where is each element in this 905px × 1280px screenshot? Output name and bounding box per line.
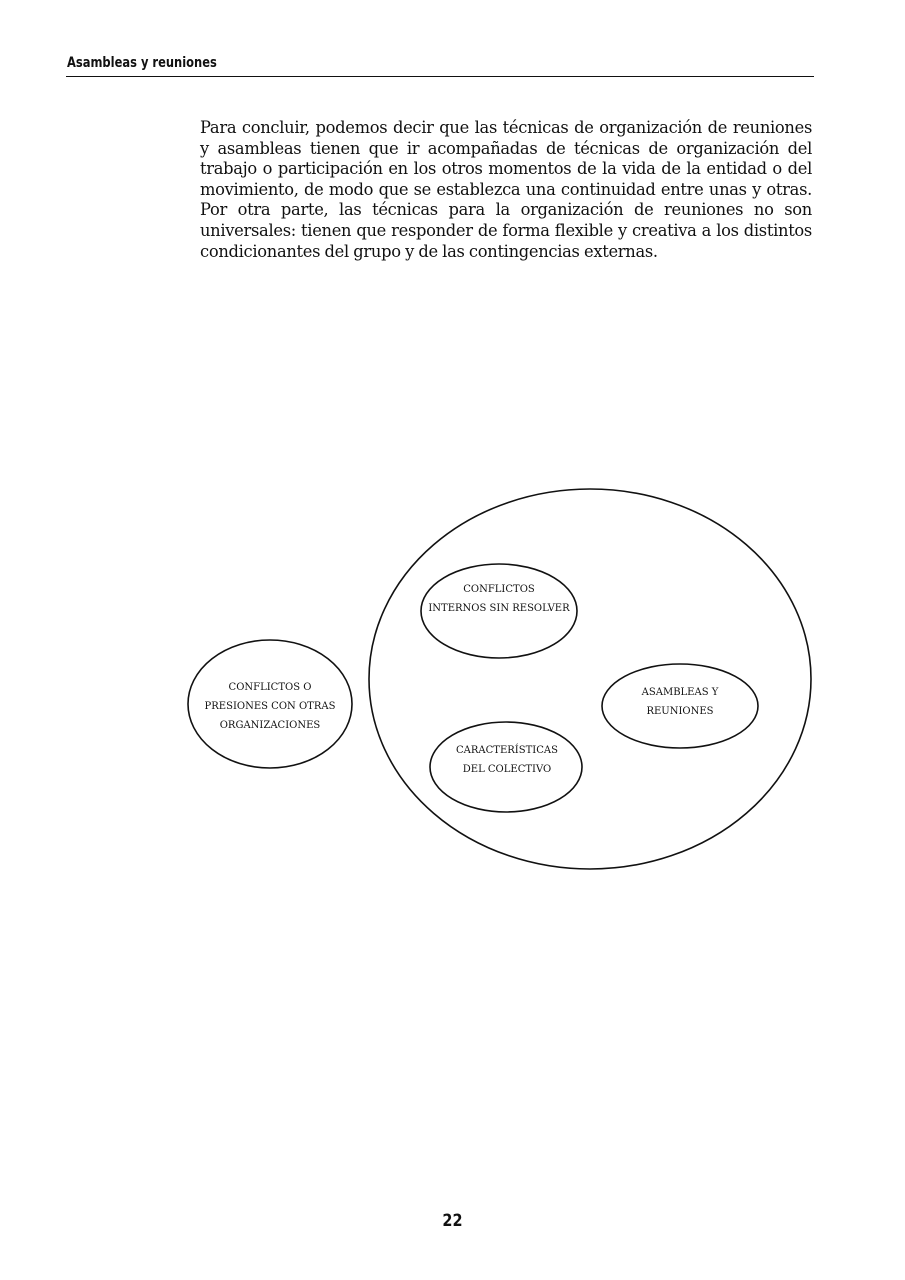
assemblies-label [610, 683, 750, 721]
outer-ellipse [369, 489, 811, 869]
running-header-title: Asambleas y reuniones [67, 55, 217, 71]
group-characteristics-line2: DEL COLECTIVO [462, 764, 552, 775]
assemblies-line1: ASAMBLEAS Y [641, 687, 719, 698]
internal-conflicts-label [424, 580, 574, 618]
external-conflicts-line2: PRESIONES CON OTRAS [204, 701, 336, 712]
page-number: 22 [442, 1211, 463, 1231]
external-conflicts-line1: CONFLICTOS O [228, 682, 312, 693]
group-characteristics-label [437, 741, 577, 779]
group-characteristics-line1: CARACTERÍSTICAS [456, 745, 558, 756]
external-conflicts-label [190, 678, 350, 735]
internal-conflicts-line2: INTERNOS SIN RESOLVER [428, 603, 570, 614]
external-conflicts-line3: ORGANIZACIONES [219, 720, 321, 731]
body-paragraph: Para concluir, podemos decir que las técnicas de organización de reuniones y asambleas tienen que ir acompañadas de técnicas de organización del trabajo o participación en los otros momentos de la vida de la entidad o del movimiento, de modo que se establezca una continuidad entre unas y otras. Por otra parte, las técnicas para la organización de reuniones no son universales: tienen que responder de forma flexible y creativa a los distintos condicionantes del grupo y de las contingencias externas. [200, 118, 812, 261]
internal-conflicts-line1: CONFLICTOS [463, 584, 535, 595]
assemblies-line2: REUNIONES [646, 706, 714, 717]
